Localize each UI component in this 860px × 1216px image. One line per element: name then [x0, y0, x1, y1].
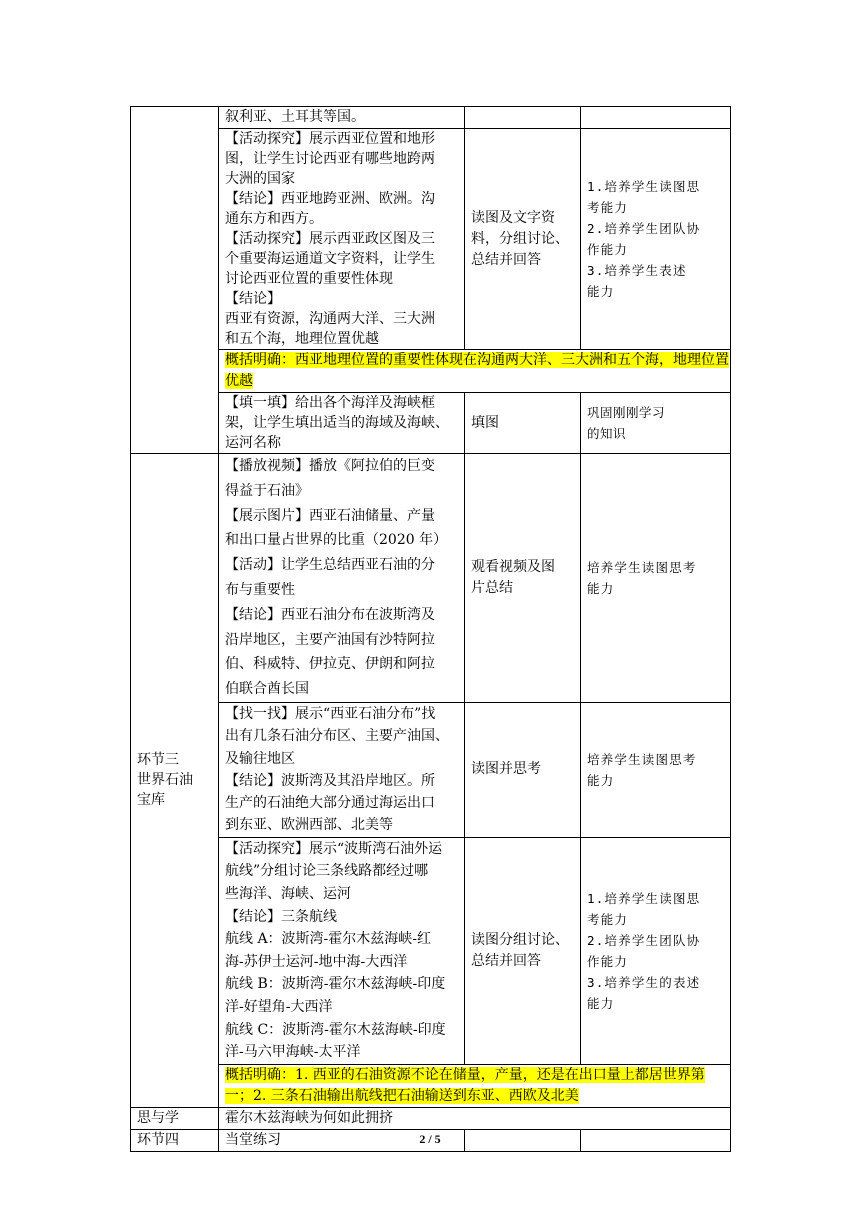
summary-highlight: 概括明确：西亚地理位置的重要性体现在沟通两大洋、三大洲和五个海，地理位置优越 [225, 352, 729, 389]
summary-cell [219, 1064, 731, 1107]
activity-cell: 【活动探究】展示西亚位置和地形 图，让学生讨论西亚有哪些地跨两 大洲的国家 【结论】西亚地跨亚洲、欧洲。沟 通东方和西方。 【活动探究】展示西亚政区图及三 个重要海运通道文字资料，让学生 讨论西亚位置的重要性体现 【结论】 西亚有资源，沟通两大洋、三大洲 和五个海，地理位置优越 [219, 129, 465, 350]
activity-cell: 【活动探究】展示“波斯湾石油外运 航线”分组讨论三条线路都经过哪 些海洋、海峡、运河 【结论】三条航线 航线 A：波斯湾-霍尔木兹海峡-红 海-苏伊士运河-地中海-大西洋 航线 B：波斯湾-霍尔木兹海峡-印度 洋-好望角-大西洋 航线 C：波斯湾-霍尔木兹海峡-印度 洋-马六甲海峡-太平洋 [219, 837, 465, 1064]
goal-cell: 培养学生读图思考 能力 [581, 454, 731, 703]
table-row [131, 702, 731, 837]
lesson-plan-table [130, 106, 731, 1152]
activity-cell: 叙利亚、土耳其等国。 [219, 107, 465, 129]
activity-cell: 【播放视频】播放《阿拉伯的巨变 得益于石油》 【展示图片】西亚石油储量、产量 和出口量占世界的比重（2020 年） 【活动】让学生总结西亚石油的分 布与重要性 【结论】西亚石油分布在波斯湾及 沿岸地区，主要产油国有沙特阿拉 伯、科威特、伊拉克、伊朗和阿拉 伯联合酋长国 [219, 454, 465, 703]
section-cell-empty [131, 107, 219, 454]
table-row [131, 350, 731, 393]
goal-cell: 1.培养学生读图思 考能力 2.培养学生团队协 作能力 3.培养学生的表述 能力 [581, 837, 731, 1064]
table-row [131, 1064, 731, 1107]
goal-cell [581, 107, 731, 129]
table-row [131, 393, 731, 454]
table-row [131, 454, 731, 703]
table-row [131, 1107, 731, 1129]
activity-cell: 当堂练习 [219, 1129, 465, 1151]
student-cell: 读图并思考 [465, 702, 581, 837]
summary-highlight: 概括明确：1. 西亚的石油资源不论在储量，产量，还是在出口量上都居世界第一；2. 三条石油输出航线把石油输送到东亚、西欧及北美 [225, 1066, 705, 1104]
table-row [131, 107, 731, 129]
activity-cell: 【填一填】给出各个海洋及海峡框 架，让学生填出适当的海域及海峡、 运河名称 [219, 393, 465, 454]
think-text-cell: 霍尔木兹海峡为何如此拥挤 [219, 1107, 731, 1129]
table-row [131, 129, 731, 350]
student-cell: 观看视频及图 片总结 [465, 454, 581, 703]
table-row [131, 837, 731, 1064]
section-label-cell: 环节三 世界石油 宝库 [131, 454, 219, 1108]
goal-cell: 巩固刚刚学习 的知识 [581, 393, 731, 454]
activity-cell: 【找一找】展示“西亚石油分布”找 出有几条石油分布区、主要产油国、 及输往地区 【结论】波斯湾及其沿岸地区。所 生产的石油绝大部分通过海运出口 到东亚、欧洲西部、北美等 [219, 702, 465, 837]
goal-cell: 培养学生读图思考 能力 [581, 702, 731, 837]
student-cell: 读图及文字资 料，分组讨论、 总结并回答 [465, 129, 581, 350]
summary-cell [219, 350, 731, 393]
student-cell [465, 107, 581, 129]
student-cell: 读图分组讨论、 总结并回答 [465, 837, 581, 1064]
section-label-cell: 环节四 [131, 1129, 219, 1151]
think-label-cell: 思与学 [131, 1107, 219, 1129]
student-cell: 填图 [465, 393, 581, 454]
page-number: 2 / 5 [419, 1132, 441, 1146]
goal-cell: 1.培养学生读图思 考能力 2.培养学生团队协 作能力 3.培养学生表述 能力 [581, 129, 731, 350]
